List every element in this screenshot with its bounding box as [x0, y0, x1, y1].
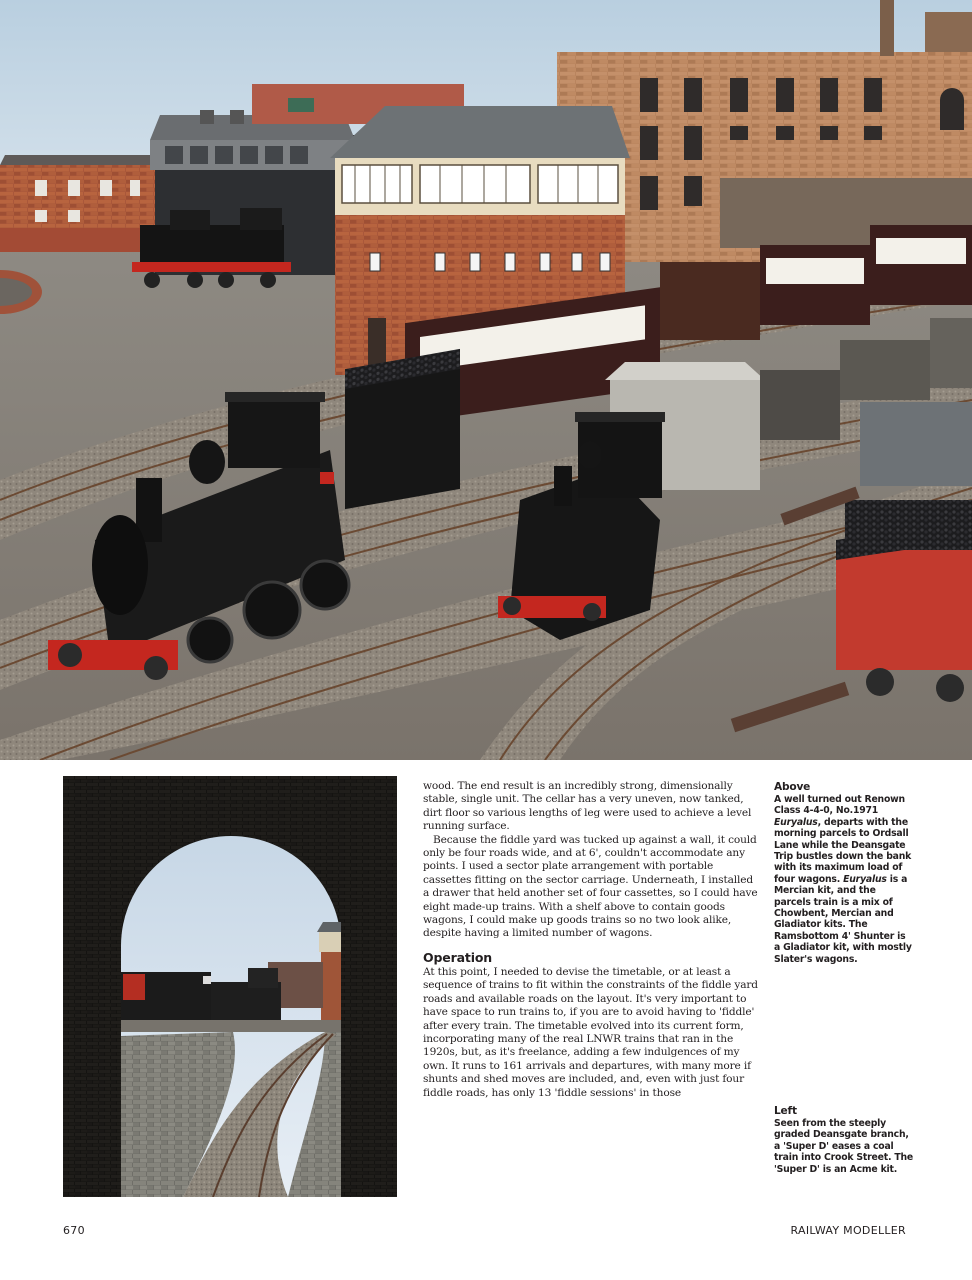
caption-above-em-2: Euryalus [843, 873, 887, 885]
inset-photo [63, 776, 397, 1197]
magazine-name: RAILWAY MODELLER [790, 1224, 906, 1237]
caption-above-title: Above [774, 781, 811, 793]
page-number: 670 [63, 1224, 85, 1237]
article-body [423, 780, 759, 1100]
caption-above-text-3: is a Mercian kit, and the parcels train is a mix of Chowbent, Mercian and Gladiator kits. The Ramsbottom 4' Shunter is a Gladiator kit, with mostly Slater's wagons. [774, 873, 912, 965]
caption-left [774, 1105, 914, 1175]
paragraph-2: Because the fiddle yard was tucked up against a wall, it could only be four roads wide, and at 6', couldn't accommodate any points. I used a sector plate arrangement with portable cassettes fitting on the sector carriage. Underneath, I installed a drawer that held another set of four cassettes, so I could have eight made-up trains. With a shelf above to contain goods wagons, I could make up goods trains so no two look alike, despite having a limited number of wagons. [423, 833, 758, 940]
paragraph-1: wood. The end result is an incredibly strong, dimensionally stable, single unit. The cellar has a very uneven, now tanked, dirt floor so various lengths of leg were used to achieve a level running surface. [423, 780, 752, 833]
caption-above-em-1: Euryalus [774, 816, 818, 828]
caption-above-text-2: , departs with the morning parcels to Ordsall Lane while the Deansgate Trip bustles down the bank with its maximum load of four wagons. [774, 816, 912, 885]
caption-above-text-1: A well turned out Renown Class 4-4-0, No.1971 [774, 794, 905, 817]
paragraph-3: At this point, I needed to devise the timetable, or at least a sequence of trains to fit within the constraints of the fiddle yard roads and available roads on the layout. It's very important to have space to run trains to, if you are to avoid having to 'fiddle' after every train. The timetable evolved into its current form, incorporating many of the real LNWR trains that ran in the 1920s, but, as it's freelance, adding a few indulgences of my own. It runs to 161 arrivals and departures, with many more if shunts and shed moves are included, and, even with just four fiddle roads, has only 13 'fiddle sessions' in those [423, 965, 758, 1099]
caption-left-title: Left [774, 1105, 797, 1117]
section-heading-operation: Operation [423, 949, 493, 965]
caption-above [774, 781, 914, 965]
caption-left-text: Seen from the steeply graded Deansgate branch, a 'Super D' eases a coal train into Crook Street. The 'Super D' is an Acme kit. [774, 1118, 914, 1175]
